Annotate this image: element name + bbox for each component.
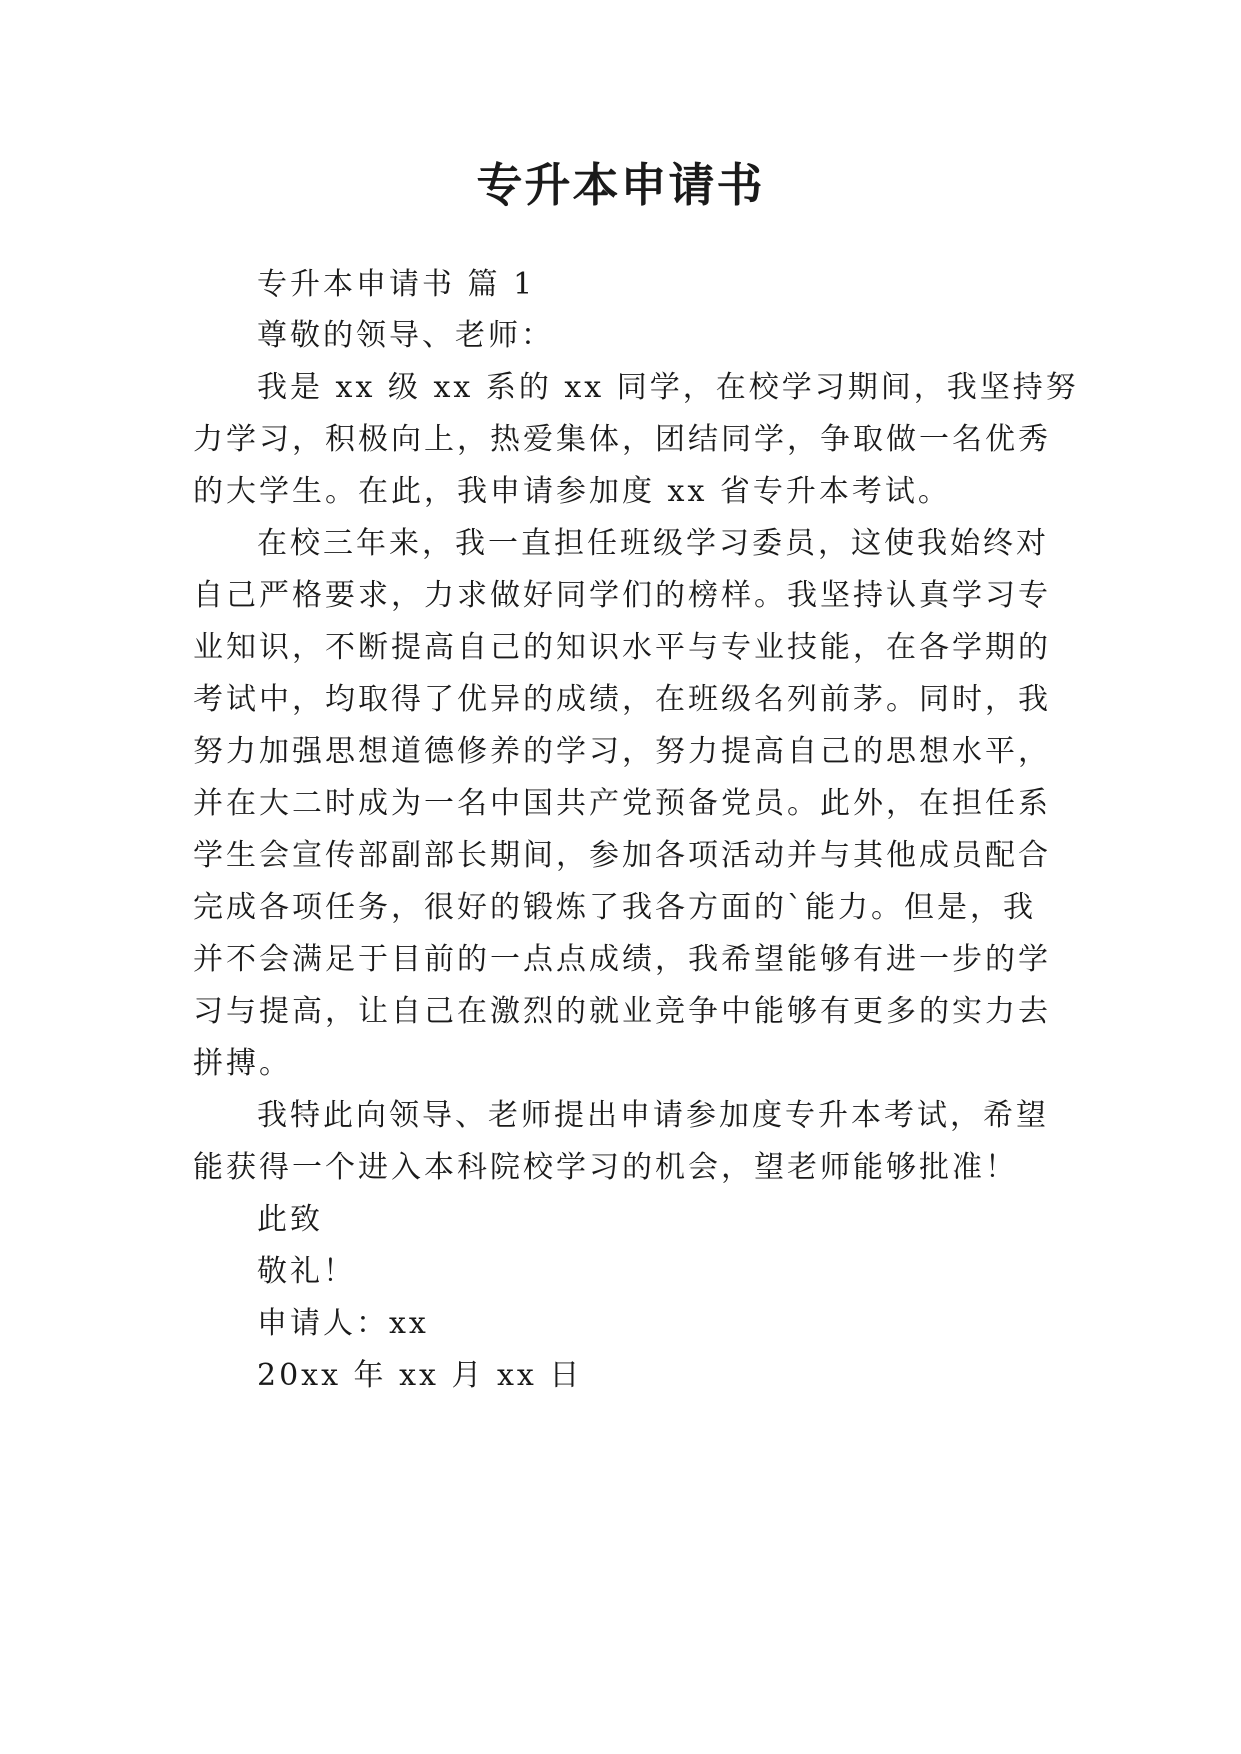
paragraph-2-line: 学生会宣传部副部长期间，参加各项活动并与其他成员配合	[193, 838, 1051, 873]
paragraph-2-line: 考试中，均取得了优异的成绩，在班级名列前茅。同时，我	[193, 682, 1051, 717]
paragraph-2-line: 习与提高，让自己在激烈的就业竞争中能够有更多的实力去	[193, 994, 1051, 1029]
section-heading: 专升本申请书 篇 1	[257, 267, 536, 302]
paragraph-2-line: 努力加强思想道德修养的学习，努力提高自己的思想水平，	[193, 734, 1051, 769]
closing-phrase: 此致	[257, 1202, 323, 1237]
paragraph-2-line: 完成各项任务，很好的锻炼了我各方面的`能力。但是，我	[193, 890, 1036, 925]
closing-salute: 敬礼！	[257, 1254, 356, 1289]
paragraph-1-line: 的大学生。在此，我申请参加度 xx 省专升本考试。	[193, 474, 951, 509]
paragraph-1-line: 我是 xx 级 xx 系的 xx 同学，在校学习期间，我坚持努	[257, 370, 1079, 405]
paragraph-2-line: 在校三年来，我一直担任班级学习委员，这使我始终对	[257, 526, 1049, 561]
document-date: 20xx 年 xx 月 xx 日	[257, 1358, 583, 1393]
paragraph-2-line: 并在大二时成为一名中国共产党预备党员。此外，在担任系	[193, 786, 1051, 821]
paragraph-2-line: 并不会满足于目前的一点点成绩，我希望能够有进一步的学	[193, 942, 1051, 977]
paragraph-3-line: 我特此向领导、老师提出申请参加度专升本考试，希望	[257, 1098, 1049, 1133]
document-title: 专升本申请书	[476, 158, 765, 212]
paragraph-2-line: 业知识，不断提高自己的知识水平与专业技能，在各学期的	[193, 630, 1051, 665]
applicant-signature: 申请人：xx	[257, 1306, 429, 1341]
paragraph-2-line: 自己严格要求，力求做好同学们的榜样。我坚持认真学习专	[193, 578, 1051, 613]
paragraph-2-line: 拼搏。	[193, 1046, 292, 1081]
salutation: 尊敬的领导、老师：	[257, 318, 554, 353]
paragraph-1-line: 力学习，积极向上，热爱集体，团结同学，争取做一名优秀	[193, 422, 1051, 457]
paragraph-3-line: 能获得一个进入本科院校学习的机会，望老师能够批准！	[193, 1150, 1018, 1185]
